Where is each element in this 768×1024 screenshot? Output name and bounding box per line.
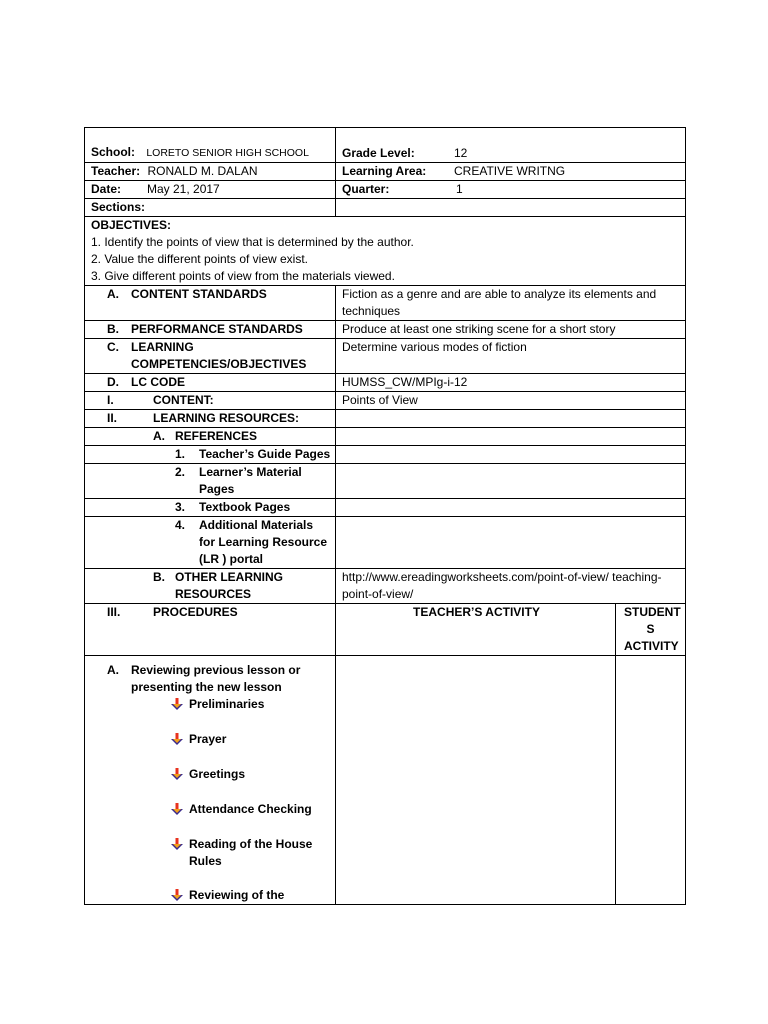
procedure-bullet [107, 696, 331, 713]
teacher-cell [85, 163, 336, 181]
bullet-label: Reviewing of the [189, 888, 285, 902]
references-label-cell [85, 428, 336, 446]
references-value-cell [336, 428, 686, 446]
row-key: A. [107, 663, 119, 677]
row-key: B. [153, 570, 165, 584]
arrow-bullet-icon [171, 836, 189, 850]
date-label: Date: [91, 182, 122, 196]
content-label: CONTENT: [153, 393, 214, 407]
teacher-activity-cell [336, 656, 616, 905]
arrow-bullet-icon [171, 801, 189, 815]
reference-item-cell [85, 464, 336, 499]
row-key: A. [153, 429, 165, 443]
row-key: I. [107, 393, 114, 407]
date-cell [85, 181, 336, 199]
procedure-bullet [107, 766, 331, 783]
arrow-bullet-icon [171, 731, 189, 745]
student-activity-header: STUDENT S ACTIVITY [616, 604, 686, 656]
content-row [85, 392, 686, 410]
procedures-label-cell [85, 604, 336, 656]
competencies-value: Determine various modes of fiction [336, 339, 686, 374]
school-value: LORETO SENIOR HIGH SCHOOL [146, 147, 309, 159]
lesson-plan-document [84, 127, 685, 905]
school-label: School: [91, 145, 135, 159]
other-resources-row [85, 569, 686, 604]
bullet-label: Greetings [189, 767, 246, 781]
lc-code-label: LC CODE [131, 375, 185, 389]
student-activity-cell [616, 656, 686, 905]
reference-item-key: 2. [175, 465, 186, 479]
quarter-cell [336, 181, 686, 199]
reference-item-cell [85, 499, 336, 517]
reference-item-cell [85, 446, 336, 464]
area-cell [336, 163, 686, 181]
quarter-value: 1 [456, 182, 463, 196]
lc-code-row [85, 374, 686, 392]
row-key: C. [107, 340, 119, 354]
competencies-row [85, 339, 686, 374]
row-key: II. [107, 411, 118, 425]
objectives-row [85, 217, 686, 286]
content-standards-label-cell [85, 286, 336, 321]
objective-item: 2. Value the different points of view exist. [91, 252, 309, 266]
reference-item-value-cell [336, 446, 686, 464]
bullet-label: Attendance Checking [189, 802, 312, 816]
competencies-label-cell [85, 339, 336, 374]
area-label: Learning Area: [342, 164, 427, 178]
procedure-bullet [107, 731, 331, 748]
grade-label: Grade Level: [342, 146, 415, 160]
other-resources-label-cell [85, 569, 336, 604]
lesson-plan-table [84, 127, 686, 905]
performance-standards-label: PERFORMANCE STANDARDS [131, 322, 303, 336]
row-key: A. [107, 287, 119, 301]
performance-standards-value: Produce at least one striking scene for a short story [336, 321, 686, 339]
objectives-title: OBJECTIVES: [91, 218, 172, 232]
reference-item-cell [85, 517, 336, 569]
references-row [85, 428, 686, 446]
procedures-label: PROCEDURES [153, 605, 238, 619]
date-row [85, 181, 686, 199]
sections-row [85, 199, 686, 217]
grade-cell [336, 128, 686, 163]
procedures-body-cell [85, 656, 336, 905]
reference-item-label: Textbook Pages [199, 500, 291, 514]
arrow-bullet-icon [171, 887, 189, 901]
date-value: May 21, 2017 [147, 182, 220, 196]
procedures-header-row [85, 604, 686, 656]
reference-item-value-cell [336, 499, 686, 517]
bullet-label: Prayer [189, 732, 227, 746]
learning-resources-label: LEARNING RESOURCES: [153, 411, 300, 425]
row-key: III. [107, 605, 121, 619]
reference-item-row [85, 464, 686, 499]
reference-item-label: Teacher’s Guide Pages [199, 447, 331, 461]
reference-item-value-cell [336, 464, 686, 499]
area-value: CREATIVE WRITNG [454, 164, 566, 178]
procedure-bullet [107, 836, 331, 870]
reference-item-key: 3. [175, 500, 186, 514]
lc-code-value: HUMSS_CW/MPIg-i-12 [336, 374, 686, 392]
bullet-label: Preliminaries [189, 697, 265, 711]
content-standards-value: Fiction as a genre and are able to analyze its elements and techniques [336, 286, 686, 321]
reference-item-label: Learner’s Material Pages [199, 465, 302, 496]
reference-item-row [85, 517, 686, 569]
sections-value-cell [336, 199, 686, 217]
quarter-label: Quarter: [342, 182, 390, 196]
content-label-cell [85, 392, 336, 410]
arrow-bullet-icon [171, 696, 189, 710]
reference-item-label: Additional Materials for Learning Resource (LR ) portal [199, 518, 328, 566]
performance-standards-label-cell [85, 321, 336, 339]
objective-item: 3. Give different points of view from the materials viewed. [91, 269, 395, 283]
procedure-bullet [107, 887, 331, 904]
learning-resources-value-cell [336, 410, 686, 428]
school-row [85, 128, 686, 163]
procedure-bullet [107, 801, 331, 818]
references-label: REFERENCES [175, 429, 258, 443]
objective-item: 1. Identify the points of view that is determined by the author. [91, 235, 414, 249]
school-cell [85, 128, 336, 163]
sections-cell [85, 199, 336, 217]
content-value: Points of View [336, 392, 686, 410]
reference-item-key: 4. [175, 518, 186, 532]
reference-item-key: 1. [175, 447, 186, 461]
teacher-activity-header: TEACHER’S ACTIVITY [336, 604, 616, 656]
arrow-bullet-icon [171, 766, 189, 780]
lc-code-label-cell [85, 374, 336, 392]
learning-resources-label-cell [85, 410, 336, 428]
procedures-body-row [85, 656, 686, 905]
sections-label: Sections: [91, 200, 146, 214]
bullet-label: Reading of the House Rules [189, 837, 313, 868]
teacher-row [85, 163, 686, 181]
grade-value: 12 [454, 146, 468, 160]
teacher-value: RONALD M. DALAN [147, 164, 258, 178]
performance-standards-row [85, 321, 686, 339]
other-resources-label: OTHER LEARNING RESOURCES [175, 570, 283, 601]
review-lesson-label: Reviewing previous lesson or presenting the new lesson [131, 663, 301, 694]
reference-item-row [85, 499, 686, 517]
row-key: B. [107, 322, 119, 336]
competencies-label: LEARNING COMPETENCIES/OBJECTIVES [131, 340, 307, 371]
content-standards-row [85, 286, 686, 321]
row-key: D. [107, 375, 119, 389]
teacher-label: Teacher: [91, 164, 141, 178]
content-standards-label: CONTENT STANDARDS [131, 287, 267, 301]
reference-item-row [85, 446, 686, 464]
reference-item-value-cell [336, 517, 686, 569]
learning-resources-row [85, 410, 686, 428]
other-resources-link[interactable]: http://www.ereadingworksheets.com/point-of-view/ teaching-point-of-view/ [336, 569, 686, 604]
objectives-cell [85, 217, 686, 286]
